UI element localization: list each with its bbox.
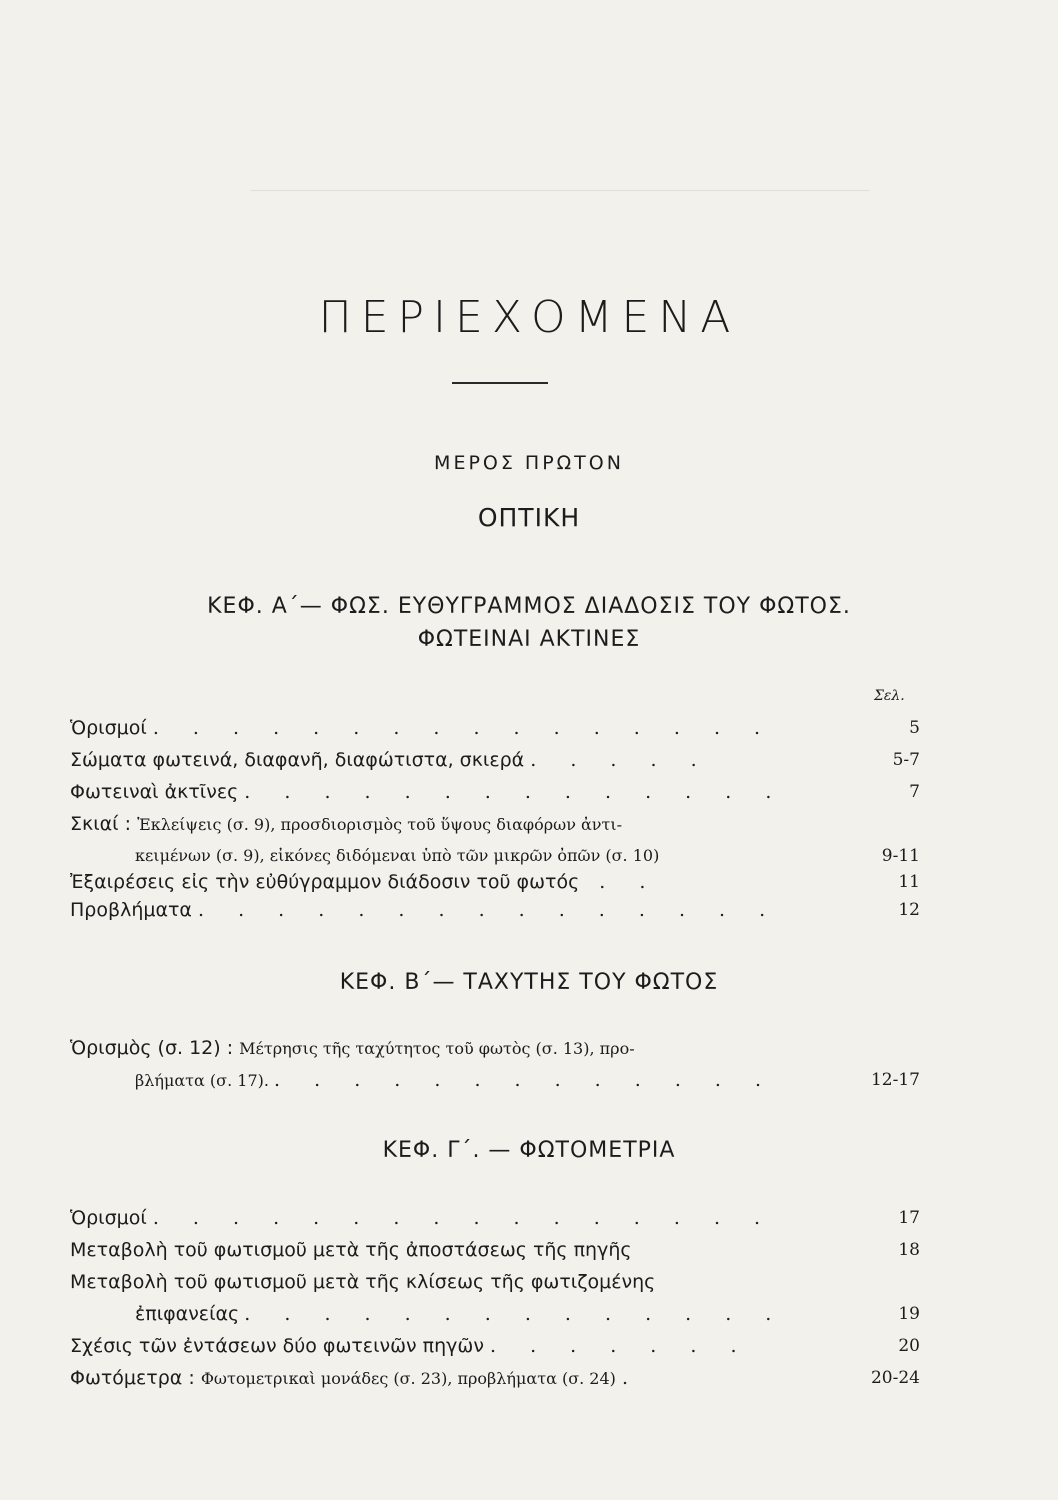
entry-page: 5-7 bbox=[892, 750, 920, 770]
entry-detail: κειμένων (σ. 9), εἰκόνες διδόμεναι ὑπὸ τῶν μικρῶν ὀπῶν (σ. 10) bbox=[135, 846, 660, 865]
chapter-heading bbox=[0, 1134, 1058, 1167]
toc-entry bbox=[70, 808, 920, 840]
entry-label: Ἐξαιρέσεις εἰς τὴν εὐθύγραμμον διάδοσιν τοῦ φωτός bbox=[70, 871, 580, 893]
subject-heading: ΟΠΤΙΚΗ bbox=[477, 503, 581, 532]
toc-entry bbox=[70, 1202, 920, 1234]
dot-leader: . . bbox=[599, 871, 660, 893]
entry-detail: ἐπιφανείας bbox=[135, 1303, 240, 1325]
entry-page: 12 bbox=[898, 900, 920, 920]
chapter-heading bbox=[0, 590, 1058, 656]
chapter-heading-line: ΦΩΤΕΙΝΑΙ ΑΚΤΙΝΕΣ bbox=[417, 627, 641, 652]
chapter-heading-line: ΚΕΦ. Α΄— ΦΩΣ. ΕΥΘΥΓΡΑΜΜΟΣ ΔΙΑΔΟΣΙΣ ΤΟΥ ΦΩΤΟΣ. bbox=[207, 594, 851, 619]
entry-label: Μεταβολὴ τοῦ φωτισμοῦ μετὰ τῆς ἀποστάσεως τῆς πηγῆς bbox=[70, 1239, 632, 1261]
toc-entry-continuation bbox=[135, 1298, 920, 1330]
toc-entry bbox=[70, 744, 920, 776]
page-column-label: Σελ. bbox=[874, 688, 905, 704]
dot-leader: . . . . . . . . . . . . . . bbox=[244, 781, 786, 803]
dot-leader: . . . . . . . bbox=[489, 1335, 751, 1357]
dot-leader: . . . . . . . . . . . . . . . bbox=[198, 899, 780, 921]
entry-label: Φωτόμετρα : bbox=[70, 1367, 195, 1389]
entry-label: Ὁρισμοί bbox=[70, 1207, 147, 1229]
part-heading: ΜΕΡΟΣ ΠΡΩΤΟΝ bbox=[434, 452, 624, 474]
entry-page: 9-11 bbox=[881, 846, 920, 866]
toc-entry-continuation bbox=[135, 1064, 920, 1096]
page-title: ΠΕΡΙΕΧΟΜΕΝΑ bbox=[318, 292, 740, 343]
entry-page: 11 bbox=[898, 872, 920, 892]
entry-page: 17 bbox=[898, 1208, 920, 1228]
entry-label: Σκιαί : bbox=[70, 813, 132, 835]
entry-label: Σώματα φωτεινά, διαφανῆ, διαφώτιστα, σκιερά bbox=[70, 749, 525, 771]
chapter-heading-line: ΚΕΦ. Γ΄. — ΦΩΤΟΜΕΤΡΙΑ bbox=[382, 1138, 676, 1163]
toc-entry bbox=[70, 1234, 920, 1266]
entry-label: Ὁρισμοί bbox=[70, 717, 147, 739]
dot-leader: . bbox=[621, 1367, 642, 1389]
toc-entry bbox=[70, 712, 920, 744]
toc-entry bbox=[70, 1266, 920, 1298]
toc-entry bbox=[70, 1330, 920, 1362]
toc-entry bbox=[70, 894, 920, 926]
entry-page: 5 bbox=[909, 718, 920, 738]
title-divider bbox=[452, 382, 548, 384]
entry-page: 20-24 bbox=[870, 1368, 920, 1388]
entry-label: Φωτειναὶ ἀκτῖνες bbox=[70, 781, 239, 803]
dot-leader: . . . . . . . . . . . . . . bbox=[244, 1303, 786, 1325]
entry-detail: Ἐκλείψεις (σ. 9), προσδιορισμὸς τοῦ ὕψους διαφόρων ἀντι- bbox=[137, 815, 623, 834]
entry-detail: Μέτρησις τῆς ταχύτητος τοῦ φωτὸς (σ. 13), προ- bbox=[239, 1039, 635, 1058]
entry-label: Ὁρισμὸς (σ. 12) : bbox=[70, 1037, 234, 1059]
dot-leader: . . . . . . . . . . . . . bbox=[274, 1069, 776, 1091]
entry-page: 7 bbox=[909, 782, 920, 802]
chapter-heading bbox=[0, 966, 1058, 999]
entry-label: Σχέσις τῶν ἐντάσεων δύο φωτεινῶν πηγῶν bbox=[70, 1335, 484, 1357]
entry-label: Μεταβολὴ τοῦ φωτισμοῦ μετὰ τῆς κλίσεως τῆς φωτιζομένης bbox=[70, 1271, 656, 1293]
entry-label: Προβλήματα bbox=[70, 899, 192, 921]
toc-entry bbox=[70, 776, 920, 808]
toc-entry bbox=[70, 1362, 920, 1394]
dot-leader: . . . . . . . . . . . . . . . . bbox=[152, 717, 775, 739]
dot-leader: . . . . . bbox=[530, 749, 711, 771]
bleed-through-text bbox=[250, 190, 870, 201]
chapter-heading-line: ΚΕΦ. Β΄— ΤΑΧΥΤΗΣ ΤΟΥ ΦΩΤΟΣ bbox=[339, 970, 719, 995]
entry-page: 18 bbox=[898, 1240, 920, 1260]
entry-detail: βλήματα (σ. 17). bbox=[135, 1071, 269, 1090]
entry-detail: Φωτομετρικαὶ μονάδες (σ. 23), προβλήματα (σ. 24) bbox=[200, 1369, 616, 1388]
entry-page: 12-17 bbox=[870, 1070, 920, 1090]
entry-page: 19 bbox=[898, 1304, 920, 1324]
dot-leader: . . . . . . . . . . . . . . . . bbox=[152, 1207, 775, 1229]
entry-page: 20 bbox=[898, 1336, 920, 1356]
toc-entry bbox=[70, 1032, 920, 1064]
